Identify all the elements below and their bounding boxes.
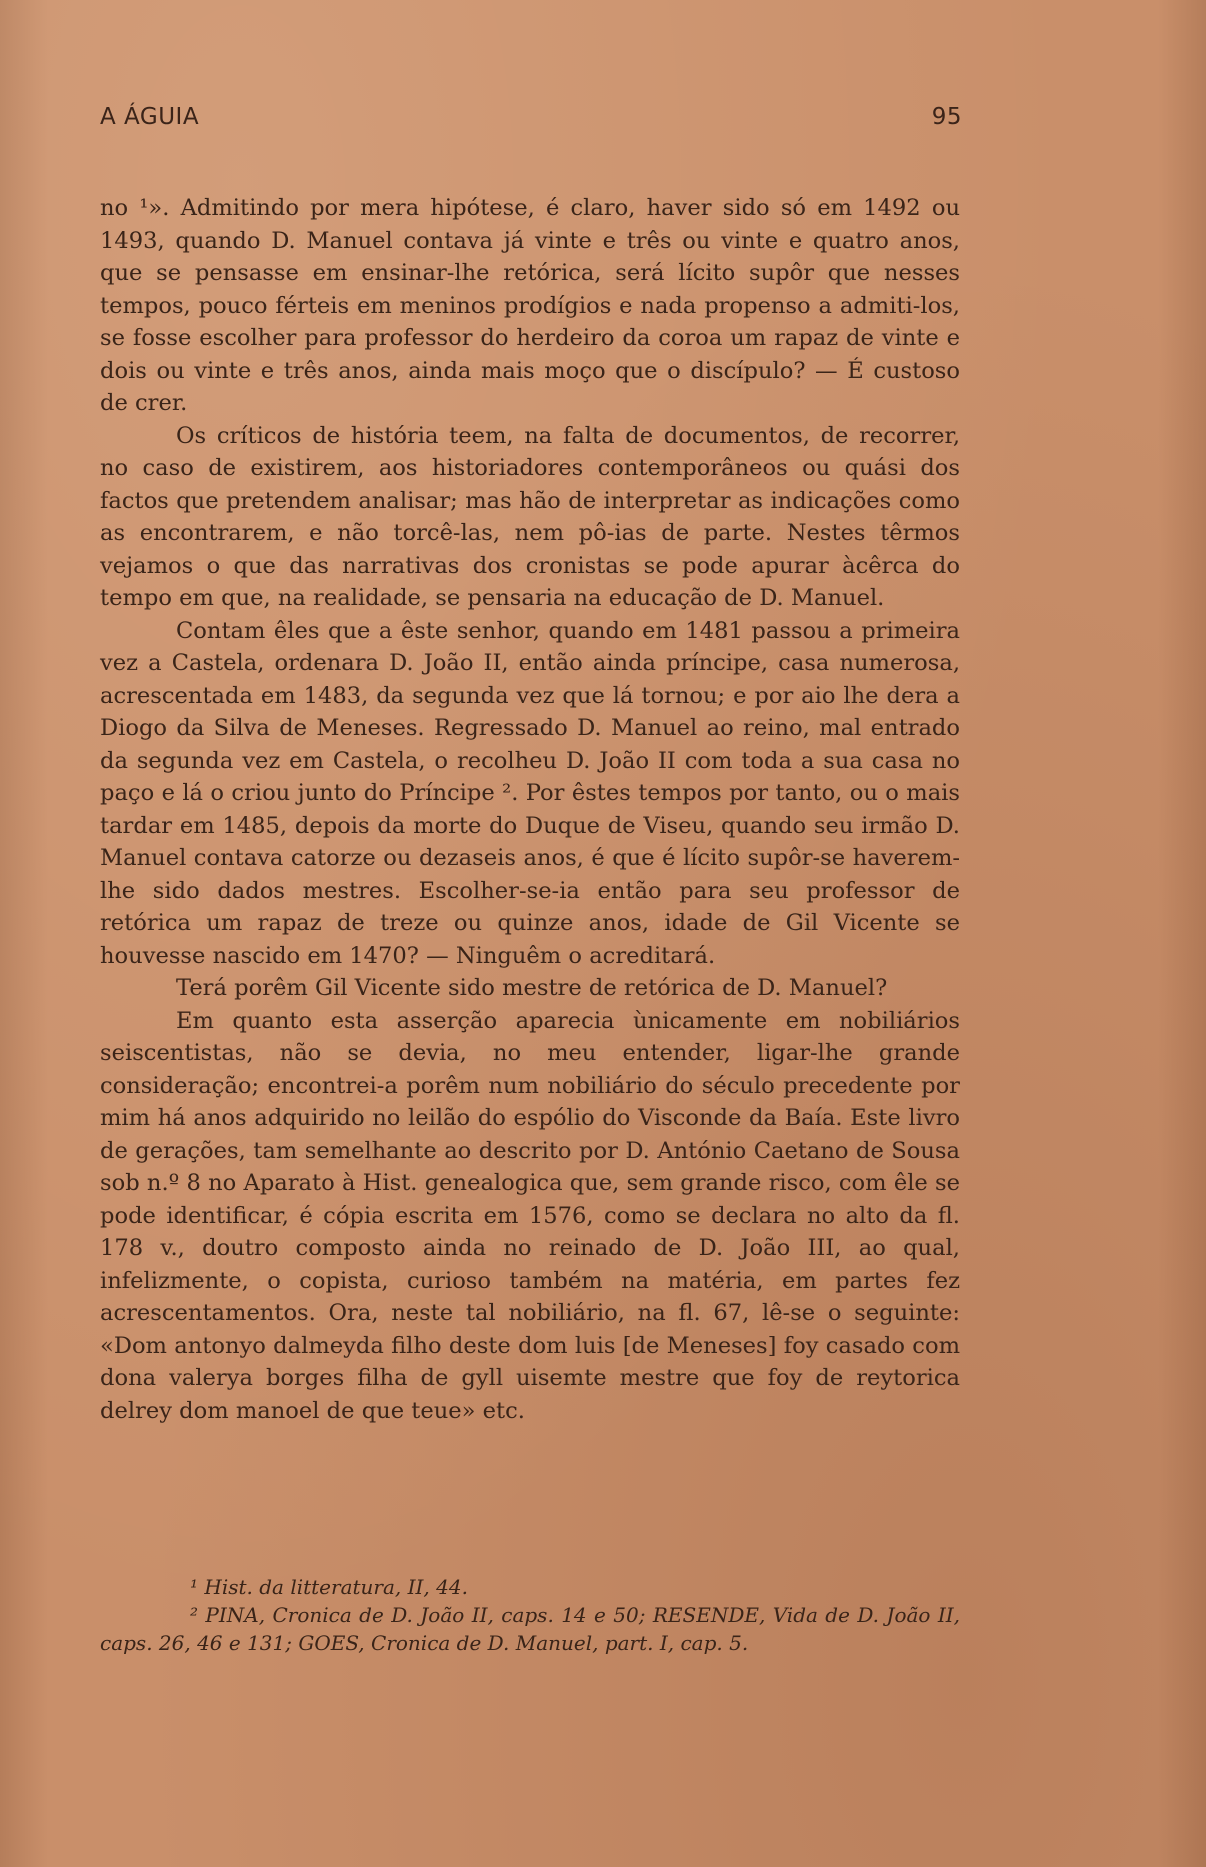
running-title: A ÁGUIA [100,104,200,130]
footnote: ² PINA, Cronica de D. João II, caps. 14 e 50; RESENDE, Vida de D. João II, caps. 26, 46 e 131; GOES, Cronica de D. Manuel, part. I, cap. 5. [100,1603,960,1655]
paragraph: Os críticos de história teem, na falta de documentos, de recorrer, no caso de existirem, aos historiadores contemporâneos ou quási dos factos que pretendem analisar; mas hão de interpretar as indicações como as encontrarem, e não torcê-las, nem pô-ias de parte. Nestes têrmos vejamos o que das narrativas dos cronistas se pode apurar àcêrca do tempo em que, na realidade, se pensaria na educação de D. Manuel. [100,422,960,611]
paragraph: Em quanto esta asserção aparecia ùnicamente em nobiliários seiscentistas, não se devia, no meu entender, ligar-lhe grande consideração; encontrei-a porêm num nobiliário do século precedente por mim há anos adquirido no leilão do espólio do Visconde da Baía. Este livro de gerações, tam semelhante ao descrito por D. António Caetano de Sousa sob n.º 8 no Aparato à Hist. genealogica que, sem grande risco, com êle se pode identificar, é cópia escrita em 1576, como se declara no alto da fl. 178 v., doutro composto ainda no reinado de D. João III, ao qual, infelizmente, o copista, curioso também na matéria, em partes fez acrescentamentos. Ora, neste tal nobiliário, na fl. 67, lê-se o seguinte: «Dom antonyo dalmeyda filho deste dom luis [de Meneses] foy casado com dona valerya borges filha de gyll uisemte mestre que foy de reytorica delrey dom manoel de que teue» etc. [100,1007,960,1424]
paragraph: no ¹». Admitindo por mera hipótese, é claro, haver sido só em 1492 ou 1493, quando D. Manuel contava já vinte e três ou vinte e quatro anos, que se pensasse em ensinar-lhe retórica, será lícito supôr que nesses tempos, pouco férteis em meninos prodígios e nada propenso a admiti-los, se fosse escolher para professor do herdeiro da coroa um rapaz de vinte e dois ou vinte e três anos, ainda mais moço que o discípulo? — É custoso de crer. [100,195,960,416]
page-number: 95 [931,104,962,130]
running-header [100,104,962,130]
footnotes [100,1573,960,1657]
paragraph: Terá porêm Gil Vicente sido mestre de retórica de D. Manuel? [176,975,888,1001]
body-text [100,192,960,1427]
footnote: ¹ Hist. da litteratura, II, 44. [190,1575,468,1599]
paragraph: Contam êles que a êste senhor, quando em 1481 passou a primeira vez a Castela, ordenara D. João II, então ainda príncipe, casa numerosa, acrescentada em 1483, da segunda vez que lá tornou; e por aio lhe dera a Diogo da Silva de Meneses. Regressado D. Manuel ao reino, mal entrado da segunda vez em Castela, o recolheu D. João II com toda a sua casa no paço e lá o criou junto do Príncipe ². Por êstes tempos por tanto, ou o mais tardar em 1485, depois da morte do Duque de Viseu, quando seu irmão D. Manuel contava catorze ou dezaseis anos, é que é lícito supôr-se haverem-lhe sido dados mestres. Escolher-se-ia então para seu professor de retórica um rapaz de treze ou quinze anos, idade de Gil Vicente se houvesse nascido em 1470? — Ninguêm o acreditará. [100,617,960,969]
